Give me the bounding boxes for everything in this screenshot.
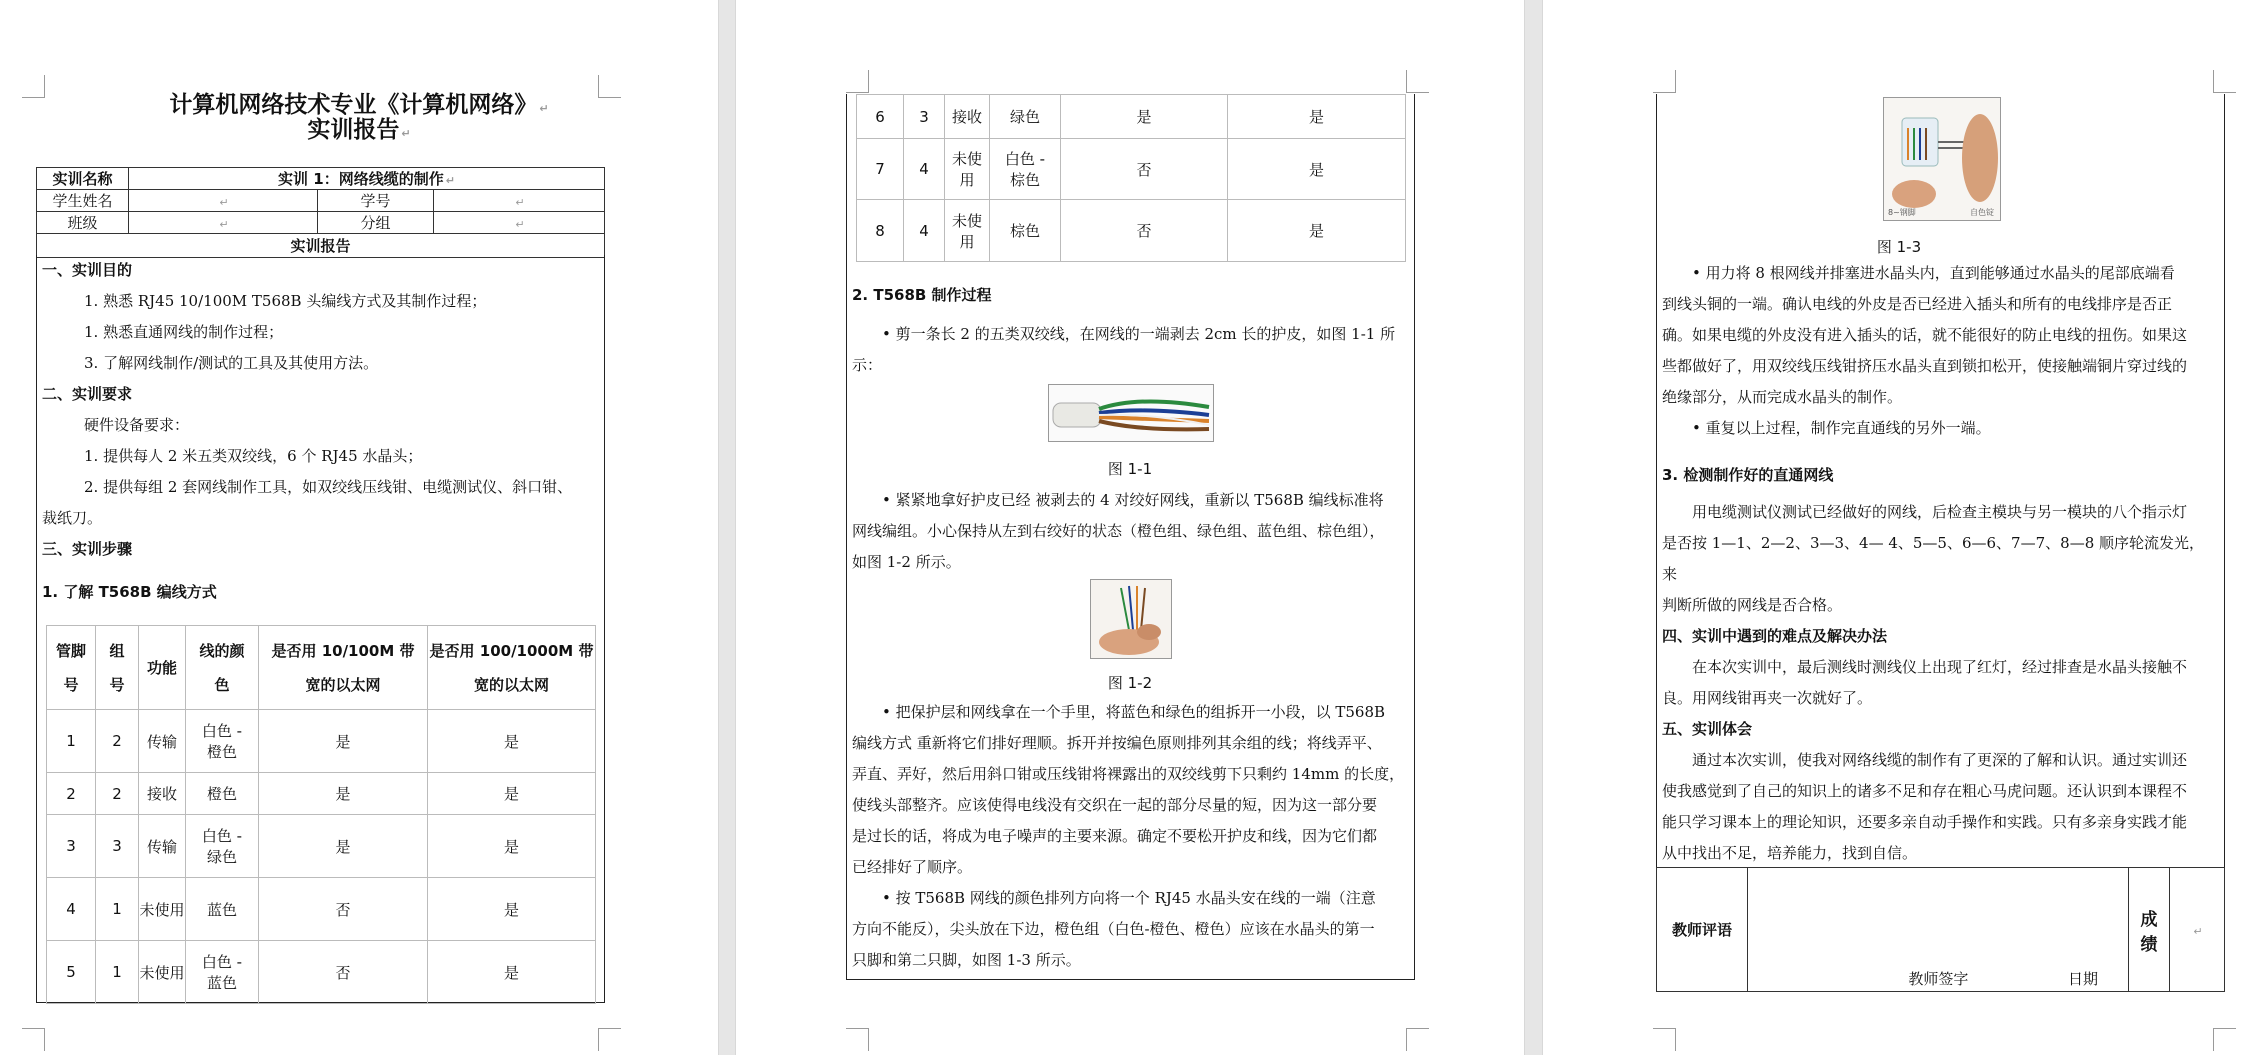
student-id-value[interactable]: ↵: [434, 190, 605, 212]
c100-cell: 是: [259, 773, 428, 815]
difficulties-para: 在本次实训中，最后测线时测线仪上出现了红灯，经过排查是水晶头接触不: [1692, 658, 2188, 676]
color-cell: 白色 - 棕色: [990, 139, 1061, 200]
training-name-label: 实训名称: [37, 168, 129, 190]
training-name-value: 实训 1：网络线缆的制作 ↵: [129, 168, 605, 190]
reflection-para: 通过本次实训，使我对网络线缆的制作有了更深的了解和认识。通过实训还: [1692, 751, 2188, 769]
table-row: [47, 815, 596, 878]
pin-cell: 6: [857, 95, 904, 139]
step2-para-3-line6: 已经排好了顺序。: [852, 858, 973, 876]
teacher-sign-label: 教师签字: [1908, 970, 1969, 988]
repeat-para: • 重复以上过程，制作完直通线的另外一端。: [1692, 419, 1991, 437]
crimp-para-line5: 绝缘部分，从而完成水晶头的制作。: [1662, 388, 1903, 406]
margin-corner-mark: [2213, 70, 2236, 93]
margin-corner-mark: [1406, 1028, 1429, 1051]
c1000-cell: 是: [1228, 200, 1406, 262]
pin-cell: 1: [47, 710, 96, 773]
reflection-para-line3: 能只学习课本上的理论知识，还要多亲自动手操作和实践。只有多亲身实践才能: [1662, 813, 2188, 831]
group-value[interactable]: ↵: [434, 212, 605, 234]
step2-para-3-line3: 弄直、弄好，然后用斜口钳或压线钳将裸露出的双绞线剪下只剩约 14mm 的长度，: [852, 765, 1405, 783]
col-function-header: 功能: [139, 626, 186, 710]
group-cell: 3: [96, 815, 139, 878]
page3-content: [1662, 258, 2218, 869]
t568b-table-part1: [46, 625, 596, 1004]
step2-para-2-line2: 网线编组。小心保持从左到右绞好的状态（橙色组、绿色组、蓝色组、棕色组），: [852, 522, 1385, 540]
c100-cell: 是: [259, 710, 428, 773]
step2-para-2: • 紧紧地拿好护皮已经 被剥去的 4 对绞好网线，重新以 T568B 编线标准将: [882, 491, 1384, 509]
pin-cell: 8: [857, 200, 904, 262]
step2-para-3: • 把保护层和网线拿在一个手里，将蓝色和绿色的组拆开一小段，以 T568B: [882, 703, 1386, 721]
step2-para-4: • 按 T568B 网线的颜色排列方向将一个 RJ45 水晶头安在线的一端（注意: [882, 889, 1376, 907]
color-cell: 橙色: [186, 773, 259, 815]
function-cell: 传输: [139, 815, 186, 878]
report-subtitle: 实训报告 ↵: [307, 117, 411, 143]
group-cell: 4: [904, 200, 945, 262]
col-100m-header: 是否用 10/100M 带 宽的以太网: [259, 626, 428, 710]
col-pin-header: 管脚 号: [47, 626, 96, 710]
purpose-item-1: 1. 熟悉 RJ45 10/100M T568B 头编线方式及其制作过程；: [84, 292, 487, 310]
c100-cell: 否: [259, 941, 428, 1004]
figure-1-2-image: [1090, 579, 1172, 659]
col-1000m-header: 是否用 100/1000M 带 宽的以太网: [428, 626, 596, 710]
c1000-cell: 是: [1228, 139, 1406, 200]
function-cell: 传输: [139, 710, 186, 773]
test-para-line2: 是否按 1—1、2—2、3—3、4— 4、5—5、6—6、7—7、8—8 顺序轮流发光，来: [1662, 534, 2205, 583]
margin-corner-mark: [846, 1028, 869, 1051]
student-name-value[interactable]: ↵: [129, 190, 318, 212]
class-value[interactable]: ↵: [129, 212, 318, 234]
purpose-item-3: 3. 了解网线制作/测试的工具及其使用方法。: [84, 354, 379, 372]
teacher-comment-label: 教师评语: [1657, 868, 1748, 992]
table-row: [47, 710, 596, 773]
page2-text-a: [852, 280, 1408, 381]
step1-heading: 1. 了解 T568B 编线方式: [42, 583, 217, 601]
reflection-para-line2: 使我感觉到了自己的知识上的诸多不足和存在粗心马虎问题。还认识到本课程不: [1662, 782, 2188, 800]
crimp-para-line4: 些都做好了，用双绞线压线钳挤压水晶头直到锁扣松开，使接触端铜片穿过线的: [1662, 357, 2188, 375]
t568b-table-part2: [856, 94, 1406, 262]
table-row: [857, 200, 1406, 262]
teacher-comment-table: [1656, 867, 2225, 992]
purpose-item-2: 1. 熟悉直通网线的制作过程；: [84, 323, 284, 341]
document-page-1: [0, 0, 718, 1055]
title-line-1: 计算机网络技术专业《计算机网络》: [169, 92, 538, 118]
step2-heading: 2. T568B 制作过程: [852, 286, 992, 304]
pin-cell: 7: [857, 139, 904, 200]
color-cell: 棕色: [990, 200, 1061, 262]
c100-cell: 否: [259, 878, 428, 941]
color-cell: 白色 - 橙色: [186, 710, 259, 773]
table-row: [857, 95, 1406, 139]
step3-heading: 3. 检测制作好的直通网线: [1662, 466, 1834, 484]
step2-para-2-line3: 如图 1-2 所示。: [852, 553, 961, 571]
margin-corner-mark: [846, 70, 869, 93]
page2-text-c: [852, 697, 1408, 976]
test-para: 用电缆测试仪测试已经做好的网线，后检查主模块与另一模块的八个指示灯: [1692, 503, 2188, 521]
reflection-para-line4: 从中找出不足，培养能力，找到自信。: [1662, 844, 1918, 862]
margin-corner-mark: [1653, 1028, 1676, 1051]
margin-corner-mark: [598, 1028, 621, 1051]
step2-para-3-line2: 编线方式 重新将它们排好理顺。拆开并按编色原则排列其余组的线；将线弄平、: [852, 734, 1382, 752]
crimp-para: • 用力将 8 根网线并排塞进水晶头内，直到能够通过水晶头的尾部底端看: [1692, 264, 2175, 282]
table-row: [47, 941, 596, 1004]
page1-content: [42, 255, 600, 608]
group-cell: 2: [96, 773, 139, 815]
section-difficulties-heading: 四、实训中遇到的难点及解决办法: [1662, 627, 1888, 645]
hardware-requirements: 硬件设备要求：: [84, 416, 190, 434]
group-cell: 4: [904, 139, 945, 200]
difficulties-para-line2: 良。用网线钳再夹一次就好了。: [1662, 689, 1873, 707]
student-name-label: 学生姓名: [37, 190, 129, 212]
page2-text-b: [852, 485, 1408, 578]
function-cell: 未使用: [139, 878, 186, 941]
figure-1-3-label-left: 8~钢脚: [1888, 208, 1916, 217]
figure-1-3-image: [1883, 97, 2001, 221]
group-cell: 1: [96, 878, 139, 941]
step2-para-3-line5: 是过长的话，将成为电子噪声的主要来源。确定不要松开护皮和线，因为它们都: [852, 827, 1378, 845]
margin-corner-mark: [1653, 70, 1676, 93]
c100-cell: 否: [1061, 200, 1228, 262]
teacher-signature-line: [1748, 968, 2128, 991]
function-cell: 接收: [945, 95, 990, 139]
requirement-item-2-cont: 裁纸刀。: [42, 509, 103, 527]
table-row: [857, 139, 1406, 200]
function-cell: 未使用: [139, 941, 186, 1004]
figure-1-1-caption: 图 1-1: [1107, 460, 1153, 478]
figure-1-2-caption: 图 1-2: [1107, 674, 1153, 692]
step2-para-3-line4: 使线头部整齐。应该使得电线没有交织在一起的部分尽量的短，因为这一部分要: [852, 796, 1378, 814]
pin-cell: 5: [47, 941, 96, 1004]
teacher-comment-box[interactable]: [1748, 868, 2129, 992]
color-cell: 蓝色: [186, 878, 259, 941]
function-cell: 未使用: [945, 200, 990, 262]
requirement-item-1: 1. 提供每人 2 米五类双绞线，6 个 RJ45 水晶头；: [84, 447, 423, 465]
c1000-cell: 是: [428, 710, 596, 773]
class-label: 班级: [37, 212, 129, 234]
rj45-connector-picture: [1884, 98, 2001, 221]
c1000-cell: 是: [428, 773, 596, 815]
section-requirements-heading: 二、实训要求: [42, 385, 133, 403]
step2-para-4-line2: 方向不能反），尖头放在下边，橙色组（白色-橙色、橙色）应该在水晶头的第一: [852, 920, 1375, 938]
info-table: [36, 167, 605, 258]
table-row: [47, 773, 596, 815]
group-cell: 2: [96, 710, 139, 773]
crimp-para-line2: 到线头铜的一端。确认电线的外皮是否已经进入插头和所有的电线排序是否正: [1662, 295, 2173, 313]
margin-corner-mark: [2213, 1028, 2236, 1051]
figure-1-3-label-right: 自色锭: [1970, 208, 1994, 217]
crimp-para-line3: 确。如果电缆的外皮没有进入插头的话，就不能很好的防止电线的扭伤。如果这: [1662, 326, 2188, 344]
margin-corner-mark: [22, 1028, 45, 1051]
figure-1-3-caption: 图 1-3: [1876, 238, 1922, 256]
function-cell: 接收: [139, 773, 186, 815]
report-section-label: 实训报告: [37, 234, 605, 258]
stripped-cable-picture: [1049, 385, 1214, 442]
student-id-label: 学号: [318, 190, 434, 212]
c1000-cell: 是: [428, 878, 596, 941]
c100-cell: 是: [259, 815, 428, 878]
group-cell: 3: [904, 95, 945, 139]
requirement-item-2: 2. 提供每组 2 套网线制作工具，如双绞线压线钳、电缆测试仪、斜口钳、: [84, 478, 573, 496]
report-title: 计算机网络技术专业《计算机网络》 ↵: [169, 92, 549, 118]
date-label: 日期: [2067, 970, 2098, 988]
c1000-cell: 是: [428, 941, 596, 1004]
step2-para-4-line3: 只脚和第二只脚，如图 1-3 所示。: [852, 951, 1081, 969]
pin-cell: 2: [47, 773, 96, 815]
pin-cell: 3: [47, 815, 96, 878]
grade-label: 成 绩: [2129, 868, 2170, 992]
col-group-header: 组 号: [96, 626, 139, 710]
section-purpose-heading: 一、实训目的: [42, 261, 133, 279]
c100-cell: 否: [1061, 139, 1228, 200]
grade-value[interactable]: ↵: [2170, 868, 2225, 992]
test-para-line3: 判断所做的网线是否合格。: [1662, 596, 1843, 614]
margin-corner-mark: [1406, 70, 1429, 93]
group-label: 分组: [318, 212, 434, 234]
section-steps-heading: 三、实训步骤: [42, 540, 133, 558]
pin-cell: 4: [47, 878, 96, 941]
title-line-2: 实训报告: [307, 117, 400, 143]
group-cell: 1: [96, 941, 139, 1004]
figure-1-1-image: [1048, 384, 1214, 442]
step2-para-1-cont: 示：: [852, 356, 883, 374]
function-cell: 未使用: [945, 139, 990, 200]
table-row: [47, 878, 596, 941]
color-cell: 白色 - 蓝色: [186, 941, 259, 1004]
c100-cell: 是: [1061, 95, 1228, 139]
c1000-cell: 是: [1228, 95, 1406, 139]
color-cell: 绿色: [990, 95, 1061, 139]
c1000-cell: 是: [428, 815, 596, 878]
document-page-2: [736, 0, 1524, 1055]
color-cell: 白色 - 绿色: [186, 815, 259, 878]
document-page-3: [1543, 0, 2255, 1055]
hand-with-wires-picture: [1091, 580, 1172, 659]
col-color-header: 线的颜 色: [186, 626, 259, 710]
section-reflection-heading: 五、实训体会: [1662, 720, 1753, 738]
step2-para-1: • 剪一条长 2 的五类双绞线，在网线的一端剥去 2cm 长的护皮，如图 1-1 所: [882, 325, 1396, 343]
